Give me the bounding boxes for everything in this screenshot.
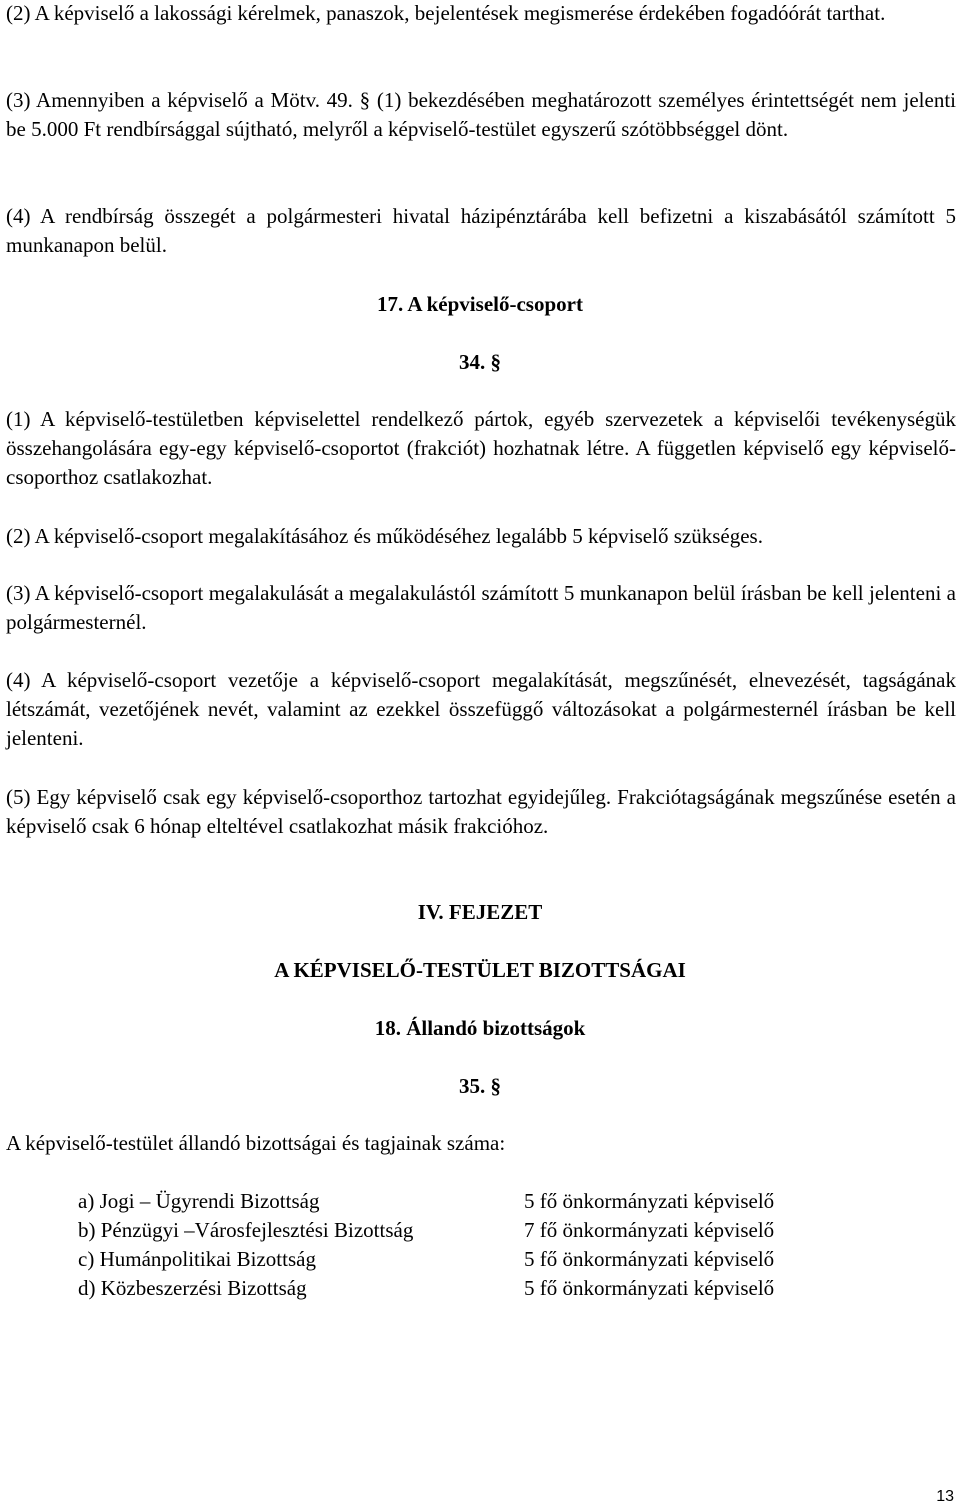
committee-members: 5 fő önkormányzati képviselő bbox=[524, 1189, 775, 1213]
article-heading-35: 35. § bbox=[459, 1074, 501, 1098]
chapter-title: A KÉPVISELŐ-TESTÜLET BIZOTTSÁGAI bbox=[274, 958, 686, 982]
paragraph-34-5: (5) Egy képviselő csak egy képviselő-csoporthoz tartozhat egyidejűleg. Frakciótagságának megszűnése esetén a képviselő csak 6 hónap elteltével csatlakozhat másik frakcióhoz. bbox=[6, 785, 956, 838]
committee-list bbox=[78, 1187, 858, 1303]
committee-name: a) Jogi – Ügyrendi Bizottság bbox=[78, 1189, 320, 1213]
committee-members: 5 fő önkormányzati képviselő bbox=[524, 1247, 775, 1271]
committee-members: 7 fő önkormányzati képviselő bbox=[524, 1218, 775, 1242]
paragraph-35-intro: A képviselő-testület állandó bizottságai és tagjainak száma: bbox=[6, 1131, 506, 1155]
committee-name: c) Humánpolitikai Bizottság bbox=[78, 1247, 316, 1271]
page-number: 13 bbox=[936, 1488, 954, 1505]
committee-row bbox=[78, 1274, 858, 1303]
paragraph-34-4: (4) A képviselő-csoport vezetője a képviselő-csoport megalakítását, megszűnését, elnevezését, tagságának létszámát, vezetőjének nevét, valamint az ezekkel összefüggő változásokat a polgármesternél írásban be kell jelenteni. bbox=[6, 668, 956, 750]
chapter-heading: IV. FEJEZET bbox=[417, 900, 543, 924]
section-heading-18: 18. Állandó bizottságok bbox=[374, 1016, 586, 1040]
paragraph-16-2: (2) A képviselő a lakossági kérelmek, panaszok, bejelentések megismerése érdekében fogadóórát tarthat. bbox=[6, 1, 886, 25]
committee-row bbox=[78, 1216, 858, 1245]
paragraph-16-3: (3) Amennyiben a képviselő a Mötv. 49. § (1) bekezdésében meghatározott személyes érintettségét nem jelenti be 5.000 Ft rendbírsággal sújtható, melyről a képviselő-testület egyszerű szótöbbséggel dönt. bbox=[6, 88, 956, 141]
paragraph-34-2: (2) A képviselő-csoport megalakításához és működéséhez legalább 5 képviselő szükséges. bbox=[6, 524, 763, 548]
article-heading-34: 34. § bbox=[459, 350, 501, 374]
committee-row bbox=[78, 1187, 858, 1216]
committee-row bbox=[78, 1245, 858, 1274]
section-heading-17: 17. A képviselő-csoport bbox=[377, 292, 583, 316]
committee-members: 5 fő önkormányzati képviselő bbox=[524, 1276, 775, 1300]
committee-name: b) Pénzügyi –Városfejlesztési Bizottság bbox=[78, 1218, 414, 1242]
paragraph-34-1: (1) A képviselő-testületben képviselettel rendelkező pártok, egyéb szervezetek a képviselői tevékenységük összehangolására egy-egy képviselő-csoportot (frakciót) hozhatnak létre. A független képviselő egy képviselő-csoporthoz csatlakozhat. bbox=[6, 407, 956, 489]
committee-name: d) Közbeszerzési Bizottság bbox=[78, 1276, 307, 1300]
paragraph-16-4: (4) A rendbírság összegét a polgármesteri hivatal házipénztárába kell befizetni a kiszabásától számított 5 munkanapon belül. bbox=[6, 204, 956, 257]
paragraph-34-3: (3) A képviselő-csoport megalakulását a megalakulástól számított 5 munkanapon belül írásban be kell jelenteni a polgármesternél. bbox=[6, 581, 956, 634]
